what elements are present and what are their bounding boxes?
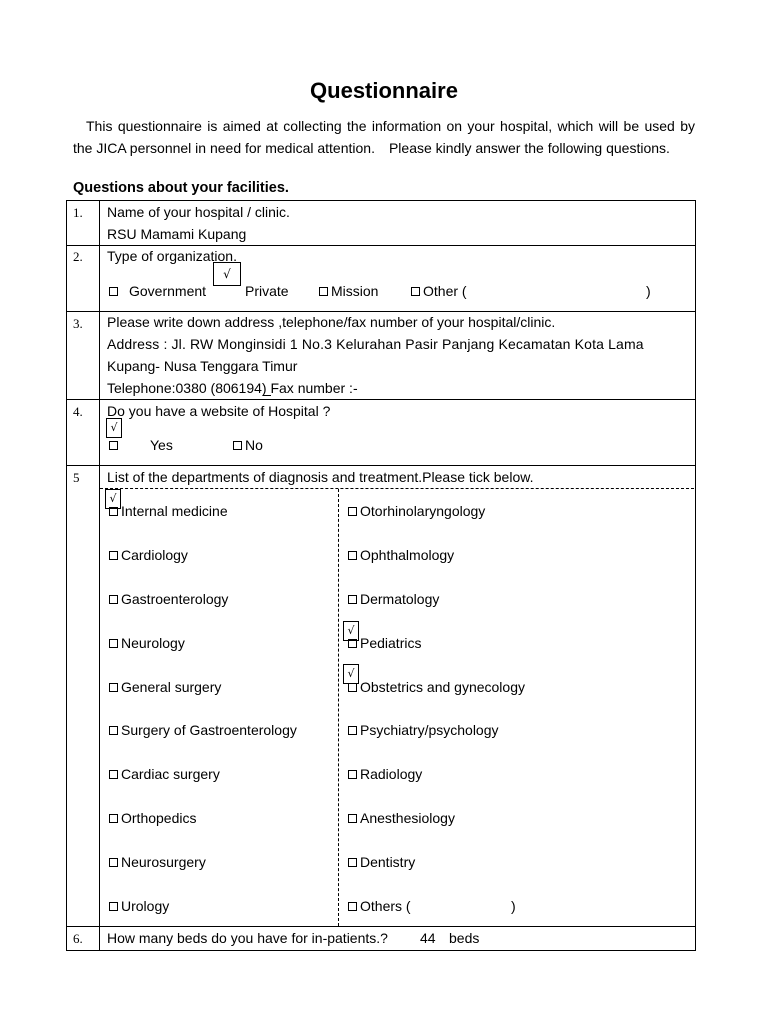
question-text: How many beds do you have for in-patients.? <box>107 930 388 946</box>
checkbox[interactable] <box>348 683 357 692</box>
checkbox[interactable] <box>109 726 118 735</box>
dept-ophthalmology[interactable]: Ophthalmology <box>348 548 454 562</box>
dept-dentistry[interactable]: Dentistry <box>348 855 415 869</box>
dept-dermatology[interactable]: Dermatology <box>348 592 439 606</box>
dept-obstetrics-gynecology[interactable]: Obstetrics and gynecology <box>348 680 525 694</box>
beds-answer[interactable]: 44 <box>420 930 436 946</box>
checkmark-obstetrics[interactable]: √ <box>343 664 359 684</box>
checkbox[interactable] <box>348 595 357 604</box>
option-yes[interactable]: Yes <box>109 438 173 452</box>
option-other-close: ) <box>646 283 651 299</box>
dept-otorhinolaryngology[interactable]: Otorhinolaryngology <box>348 504 485 518</box>
dept-surgery-gastroenterology[interactable]: Surgery of Gastroenterology <box>109 723 297 737</box>
intro-paragraph: This questionnaire is aimed at collecting the information on your hospital, which will be used by the JICA personnel in need for medical attention. Please kindly answer the following questions. <box>73 118 695 156</box>
checkmark-pediatrics[interactable]: √ <box>343 621 359 641</box>
question-number: 3. <box>73 316 83 331</box>
checkbox[interactable] <box>348 507 357 516</box>
section-heading: Questions about your facilities. <box>73 180 289 196</box>
checkbox[interactable] <box>109 287 118 296</box>
question-text: Do you have a website of Hospital ? <box>107 403 331 419</box>
dept-internal-medicine[interactable]: Internal medicine <box>109 504 228 518</box>
dept-anesthesiology[interactable]: Anesthesiology <box>348 811 455 825</box>
checkmark-internal-medicine[interactable]: √ <box>105 489 121 509</box>
checkbox[interactable] <box>109 507 118 516</box>
checkbox[interactable] <box>348 551 357 560</box>
question-number: 4. <box>73 404 83 419</box>
checkbox[interactable] <box>319 287 328 296</box>
underline-mark <box>263 395 271 396</box>
hospital-name-answer[interactable]: RSU Mamami Kupang <box>107 226 247 242</box>
question-text: Type of organization. <box>107 248 237 264</box>
checkbox[interactable] <box>348 902 357 911</box>
question-text: List of the departments of diagnosis and treatment.Please tick below. <box>107 469 534 485</box>
dept-others[interactable]: Others ( <box>348 899 411 913</box>
dept-cardiac-surgery[interactable]: Cardiac surgery <box>109 767 220 781</box>
dept-radiology[interactable]: Radiology <box>348 767 422 781</box>
question-number: 1. <box>73 205 83 220</box>
checkbox[interactable] <box>109 770 118 779</box>
checkbox[interactable] <box>109 814 118 823</box>
option-other[interactable]: Other ( <box>411 284 467 298</box>
checkbox[interactable] <box>348 639 357 648</box>
question-number: 6. <box>73 931 83 946</box>
dept-orthopedics[interactable]: Orthopedics <box>109 811 196 825</box>
checkbox[interactable] <box>109 595 118 604</box>
dept-cardiology[interactable]: Cardiology <box>109 548 188 562</box>
checkbox[interactable] <box>348 814 357 823</box>
checkbox[interactable] <box>348 726 357 735</box>
beds-unit: beds <box>449 930 480 946</box>
dept-gastroenterology[interactable]: Gastroenterology <box>109 592 228 606</box>
option-private[interactable]: Private <box>245 283 289 299</box>
checkbox[interactable] <box>109 683 118 692</box>
checkbox[interactable] <box>411 287 420 296</box>
option-government[interactable]: Government <box>109 284 206 298</box>
address-line-2[interactable]: Kupang- Nusa Tenggara Timur <box>107 358 298 374</box>
dept-neurology[interactable]: Neurology <box>109 636 185 650</box>
checkmark-yes[interactable]: √ <box>106 418 122 438</box>
checkmark-private[interactable]: √ <box>213 262 241 286</box>
checkbox[interactable] <box>233 441 242 450</box>
checkbox[interactable] <box>109 551 118 560</box>
dept-general-surgery[interactable]: General surgery <box>109 680 221 694</box>
question-text: Name of your hospital / clinic. <box>107 204 290 220</box>
page-title: Questionnaire <box>310 78 458 103</box>
dept-neurosurgery[interactable]: Neurosurgery <box>109 855 206 869</box>
dept-pediatrics[interactable]: Pediatrics <box>348 636 421 650</box>
checkbox[interactable] <box>109 441 118 450</box>
dept-psychiatry[interactable]: Psychiatry/psychology <box>348 723 499 737</box>
dept-urology[interactable]: Urology <box>109 899 169 913</box>
question-text: Please write down address ,telephone/fax number of your hospital/clinic. <box>107 314 556 330</box>
dept-others-close: ) <box>511 898 516 914</box>
option-no[interactable]: No <box>233 438 263 452</box>
question-number: 5 <box>73 470 80 485</box>
checkbox[interactable] <box>109 858 118 867</box>
option-mission[interactable]: Mission <box>319 284 378 298</box>
checkbox[interactable] <box>109 902 118 911</box>
checkbox[interactable] <box>348 770 357 779</box>
question-number: 2. <box>73 249 83 264</box>
telephone-fax[interactable]: Telephone:0380 (806194) Fax number :- <box>107 380 358 396</box>
checkbox[interactable] <box>348 858 357 867</box>
checkbox[interactable] <box>109 639 118 648</box>
address-line-1[interactable]: Address : Jl. RW Monginsidi 1 No.3 Kelurahan Pasir Panjang Kecamatan Kota Lama <box>107 336 644 352</box>
